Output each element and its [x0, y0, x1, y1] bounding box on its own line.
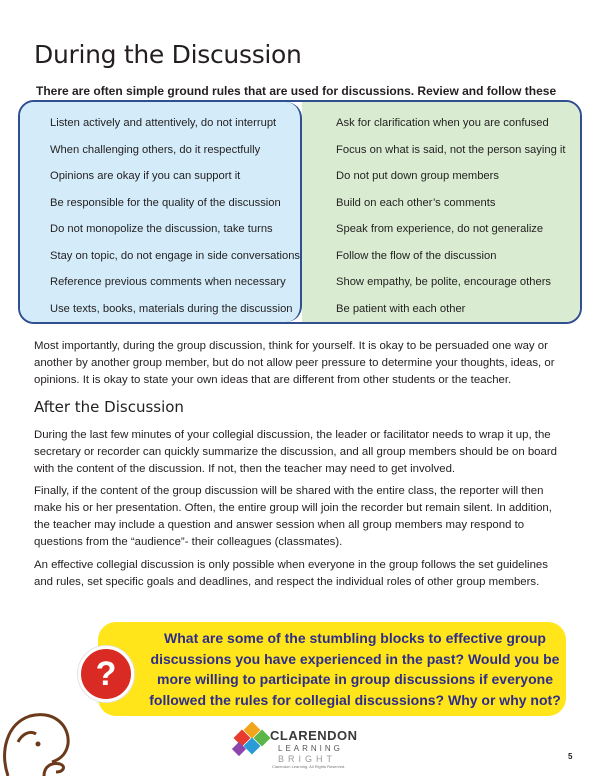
rules-left-column [20, 102, 302, 322]
paragraph-think-for-yourself: Most importantly, during the group discussion, think for yourself. It is okay to be persuaded one way or another by another group member, but do not allow peer pressure to determine your thoughts, ideas, or opinions. It is okay to state your own ideas that are different from other students or the teacher. [34, 340, 555, 386]
rule-item: Follow the flow of the discussion [336, 249, 497, 262]
question-mark-icon: ? [78, 646, 134, 702]
rule-item: Opinions are okay if you can support it [50, 170, 241, 182]
logo-subtitle: LEARNING [278, 744, 343, 753]
paragraph-wrap-up: During the last few minutes of your collegial discussion, the leader or facilitator needs to wrap it up, the secretary or recorder can quickly summarize the discussion, and all group members should be on board with the content of the discussion. If not, then the teacher may need to get involved. [34, 429, 557, 475]
paragraph-effective-discussion: An effective collegial discussion is only possible when everyone in the group follows the set guidelines and rules, set specific goals and deadlines, and respect the individual roles of other group members. [34, 559, 548, 588]
rule-item: Stay on topic, do not engage in side conversations [50, 249, 301, 262]
reflection-question: What are some of the stumbling blocks to effective group discussions you have experienced in the past? Would you be more willing to participate in group discussions if everyone followed the rules for collegial discussions? Why or why not? [149, 630, 561, 708]
rule-item: Do not put down group members [336, 170, 499, 182]
logo-copyright: Clarendon Learning. All Rights Reserved. [272, 764, 346, 769]
rule-item: Build on each other’s comments [336, 196, 496, 209]
rule-item: Use texts, books, materials during the discussion [50, 302, 293, 315]
section-heading: After the Discussion [34, 398, 184, 416]
logo-name: CLARENDON [270, 728, 358, 743]
page-title: During the Discussion [34, 40, 302, 69]
rule-item: Reference previous comments when necessary [50, 276, 286, 288]
rule-item: Ask for clarification when you are confused [336, 117, 549, 129]
rules-right-column [302, 102, 580, 322]
logo-tagline: BRIGHT [278, 754, 337, 764]
paragraph-presentation: Finally, if the content of the group discussion will be shared with the entire class, the reporter will then make his or her presentation. Often, the entire group will join the recorder but remain silent. In addition, the teacher may include a question and answer session when all group members may respond to questions from the “audience”- their colleagues (classmates). [34, 485, 552, 548]
intro-text: There are often simple ground rules that are used for discussions. Review and follow these [36, 84, 557, 98]
rule-item: Be patient with each other [336, 302, 466, 315]
rule-item: Do not monopolize the discussion, take turns [50, 223, 273, 235]
rule-item: Listen actively and attentively, do not interrupt [50, 117, 277, 129]
ground-rules-panel [18, 100, 582, 324]
rule-item: Show empathy, be polite, encourage others [336, 276, 552, 288]
rule-item: Speak from experience, do not generalize [336, 223, 544, 235]
rule-item: When challenging others, do it respectfully [50, 143, 261, 156]
rule-item: Be responsible for the quality of the discussion [50, 196, 281, 209]
rule-item: Focus on what is said, not the person saying it [336, 143, 566, 156]
page-number: 5 [568, 752, 573, 761]
